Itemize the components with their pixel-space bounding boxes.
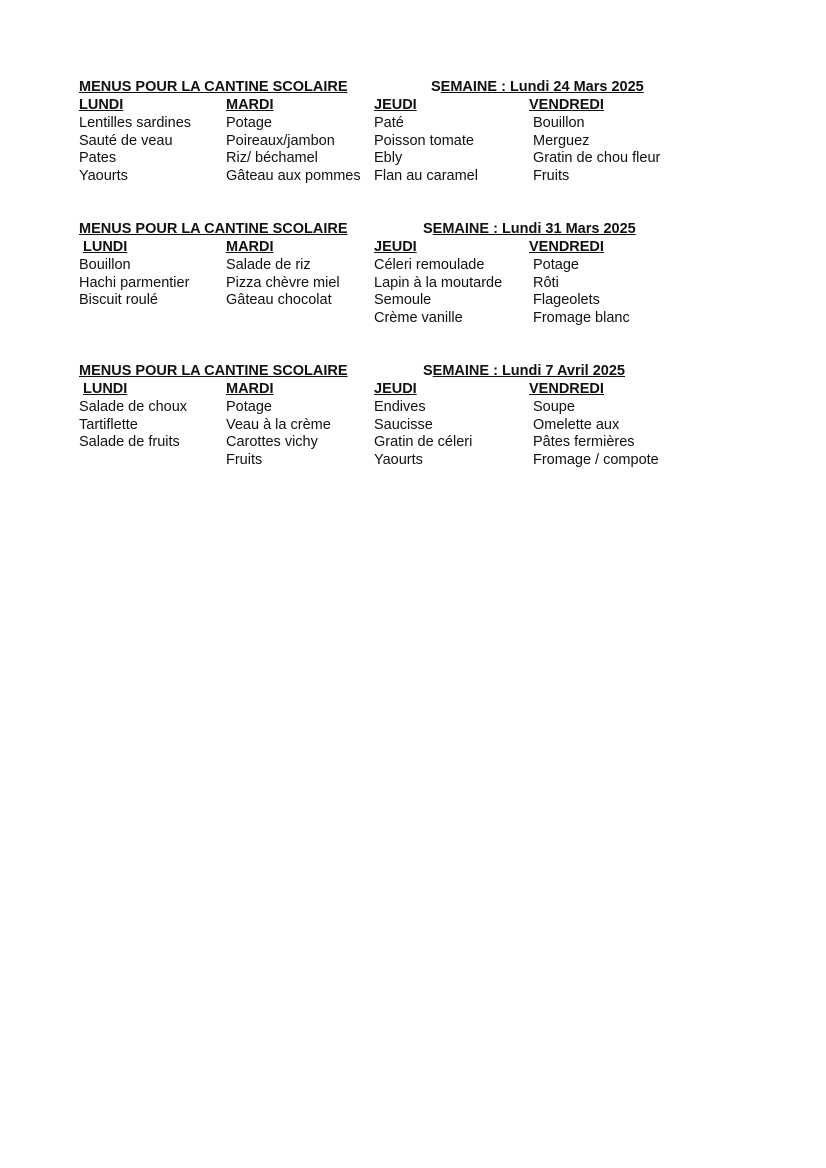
menu-row (79, 150, 699, 168)
menu-item: Biscuit roulé (79, 292, 158, 309)
menu-item: Gâteau chocolat (226, 292, 332, 309)
menu-item: Hachi parmentier (79, 274, 190, 291)
menu-item: Pâtes fermières (533, 434, 635, 451)
menu-item: Tartiflette (79, 416, 138, 433)
menu-item: Salade de riz (226, 257, 311, 273)
day-header-mardi: MARDI (226, 97, 274, 113)
menu-item: Céleri remoulade (374, 257, 485, 273)
menu-item: Potage (533, 257, 579, 273)
menu-row (79, 399, 699, 417)
menu-row (79, 133, 699, 151)
menu-item: Semoule (374, 292, 432, 309)
menu-item: Bouillon (533, 115, 585, 131)
week-label: SEMAINE : Lundi 31 Mars 2025 (423, 221, 636, 237)
week-menu-block (79, 221, 699, 327)
menu-item: Gâteau aux pommes (226, 167, 361, 184)
menu-row (79, 452, 699, 470)
menu-item: Gratin de céleri (374, 434, 473, 451)
menu-item: Potage (226, 399, 272, 415)
menu-item: Veau à la crème (226, 416, 331, 433)
week-header (79, 221, 699, 239)
menu-item: Gratin de chou fleur (533, 150, 661, 167)
menu-item: Lapin à la moutarde (374, 274, 503, 291)
week-menu-block (79, 363, 699, 469)
menu-row (79, 292, 699, 310)
menu-item: Rôti (533, 274, 559, 291)
menu-item: Yaourts (374, 451, 423, 468)
day-header-vendredi: VENDREDI (529, 381, 604, 397)
menu-row (79, 168, 699, 186)
menu-item: Carottes vichy (226, 434, 318, 451)
menu-item: Pates (79, 150, 117, 167)
menu-item: Salade de fruits (79, 434, 180, 451)
menu-item: Fruits (533, 167, 570, 184)
menu-row (79, 310, 699, 328)
menu-title: MENUS POUR LA CANTINE SCOLAIRE (79, 221, 348, 237)
day-header-mardi: MARDI (226, 381, 274, 397)
menu-item: Sauté de veau (79, 132, 173, 149)
day-headers (79, 381, 699, 399)
menu-item: Omelette aux (533, 416, 620, 433)
day-header-lundi: LUNDI (79, 97, 124, 113)
day-headers (79, 97, 699, 115)
menu-item: Pizza chèvre miel (226, 274, 340, 291)
menu-item: Lentilles sardines (79, 115, 192, 131)
menu-item: Merguez (533, 132, 590, 149)
menu-row (79, 417, 699, 435)
day-header-jeudi: JEUDI (374, 97, 417, 113)
menu-item: Bouillon (79, 257, 131, 273)
day-header-mardi: MARDI (226, 239, 274, 255)
week-label: SEMAINE : Lundi 24 Mars 2025 (431, 79, 644, 95)
menu-item: Soupe (533, 399, 575, 415)
week-menu-block (79, 79, 699, 185)
day-header-lundi: LUNDI (83, 381, 128, 397)
day-header-jeudi: JEUDI (374, 239, 417, 255)
menu-item: Fruits (226, 451, 263, 468)
menu-row (79, 115, 699, 133)
menu-row (79, 275, 699, 293)
week-label: SEMAINE : Lundi 7 Avril 2025 (423, 363, 625, 379)
menu-item: Paté (374, 115, 404, 131)
menu-item: Fromage / compote (533, 451, 659, 468)
menu-item: Salade de choux (79, 399, 188, 415)
menu-item: Potage (226, 115, 272, 131)
menu-item: Endives (374, 399, 426, 415)
day-header-vendredi: VENDREDI (529, 97, 604, 113)
menu-item: Ebly (374, 150, 403, 167)
menu-row (79, 434, 699, 452)
menu-item: Flageolets (533, 292, 600, 309)
day-header-jeudi: JEUDI (374, 381, 417, 397)
menu-item: Saucisse (374, 416, 433, 433)
day-headers (79, 239, 699, 257)
menu-item: Flan au caramel (374, 167, 478, 184)
menu-item: Crème vanille (374, 309, 463, 326)
menu-title: MENUS POUR LA CANTINE SCOLAIRE (79, 79, 348, 95)
menu-item: Fromage blanc (533, 309, 630, 326)
menu-item: Poireaux/jambon (226, 132, 335, 149)
day-header-lundi: LUNDI (83, 239, 128, 255)
menu-row (79, 257, 699, 275)
week-header (79, 79, 699, 97)
menu-item: Yaourts (79, 167, 128, 184)
week-header (79, 363, 699, 381)
menu-item: Poisson tomate (374, 132, 474, 149)
menu-item: Riz/ béchamel (226, 150, 318, 167)
day-header-vendredi: VENDREDI (529, 239, 604, 255)
menu-title: MENUS POUR LA CANTINE SCOLAIRE (79, 363, 348, 379)
